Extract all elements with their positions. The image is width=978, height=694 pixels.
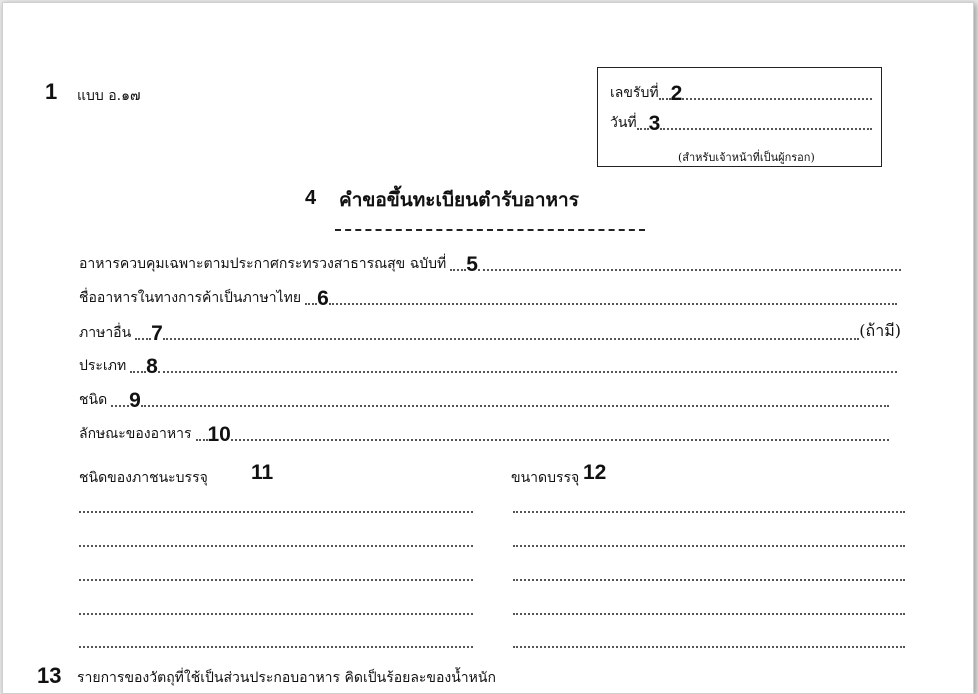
- food-character-field[interactable]: [231, 427, 889, 441]
- kind-row[interactable]: [79, 389, 889, 411]
- other-language-row[interactable]: [79, 319, 901, 344]
- office-note: (สำหรับเจ้าหน้าที่เป็นผู้กรอก): [678, 151, 815, 164]
- category-row[interactable]: [79, 355, 897, 377]
- if-any-label: (ถ้ามี): [859, 321, 901, 340]
- marker-8: 8: [146, 355, 158, 378]
- office-use-box: [597, 67, 882, 167]
- trade-name-field[interactable]: [329, 291, 897, 305]
- controlled-food-row[interactable]: [79, 253, 901, 275]
- trade-name-label: ชื่ออาหารในทางการค้าเป็นภาษาไทย: [79, 290, 302, 306]
- controlled-food-label: อาหารควบคุมเฉพาะตามประกาศกระทรวงสาธารณสุข ฉบับที่: [79, 256, 447, 272]
- package-size-line[interactable]: [513, 646, 905, 648]
- receipt-number-row[interactable]: [610, 82, 872, 104]
- controlled-food-field[interactable]: [478, 257, 901, 271]
- category-label: ประเภท: [79, 358, 127, 374]
- title-underline: [335, 229, 645, 231]
- marker-12: 12: [583, 461, 607, 484]
- other-language-label: ภาษาอื่น: [79, 325, 132, 341]
- marker-9: 9: [129, 389, 141, 412]
- trade-name-row[interactable]: [79, 287, 897, 309]
- package-size-line[interactable]: [513, 613, 905, 615]
- marker-3: 3: [648, 112, 661, 135]
- marker-1: 1: [45, 79, 58, 104]
- container-type-label: ชนิดของภาชนะบรรจุ: [79, 470, 208, 486]
- date-label: วันที่: [610, 115, 637, 131]
- marker-13: 13: [37, 663, 62, 688]
- form-page: [2, 2, 974, 694]
- marker-6: 6: [317, 287, 329, 310]
- container-type-line[interactable]: [79, 545, 473, 547]
- ingredients-label: รายการของวัตถุที่ใช้เป็นส่วนประกอบอาหาร คิดเป็นร้อยละของน้ำหนัก: [77, 670, 496, 686]
- package-size-line[interactable]: [513, 511, 905, 513]
- food-character-label: ลักษณะของอาหาร: [79, 426, 192, 442]
- package-size-line[interactable]: [513, 579, 905, 581]
- marker-2: 2: [670, 82, 683, 105]
- marker-10: 10: [207, 423, 231, 446]
- category-field[interactable]: [158, 359, 897, 373]
- marker-4: 4: [305, 187, 317, 209]
- date-row[interactable]: [610, 112, 872, 134]
- other-language-field[interactable]: [163, 326, 859, 340]
- receipt-number-field[interactable]: [682, 86, 872, 100]
- marker-7: 7: [151, 322, 163, 345]
- marker-5: 5: [466, 253, 478, 276]
- container-type-line[interactable]: [79, 613, 473, 615]
- form-code: แบบ อ.๑๗: [77, 88, 141, 104]
- date-field[interactable]: [660, 116, 872, 130]
- marker-11: 11: [251, 461, 274, 484]
- container-type-line[interactable]: [79, 511, 473, 513]
- package-size-label: ขนาดบรรจุ: [511, 470, 580, 486]
- container-type-line[interactable]: [79, 579, 473, 581]
- food-character-row[interactable]: [79, 423, 889, 445]
- kind-label: ชนิด: [79, 392, 108, 408]
- container-type-line[interactable]: [79, 646, 473, 648]
- form-title: คำขอขึ้นทะเบียนตำรับอาหาร: [339, 189, 579, 211]
- package-size-line[interactable]: [513, 545, 905, 547]
- receipt-number-label: เลขรับที่: [610, 85, 659, 101]
- kind-field[interactable]: [141, 393, 889, 407]
